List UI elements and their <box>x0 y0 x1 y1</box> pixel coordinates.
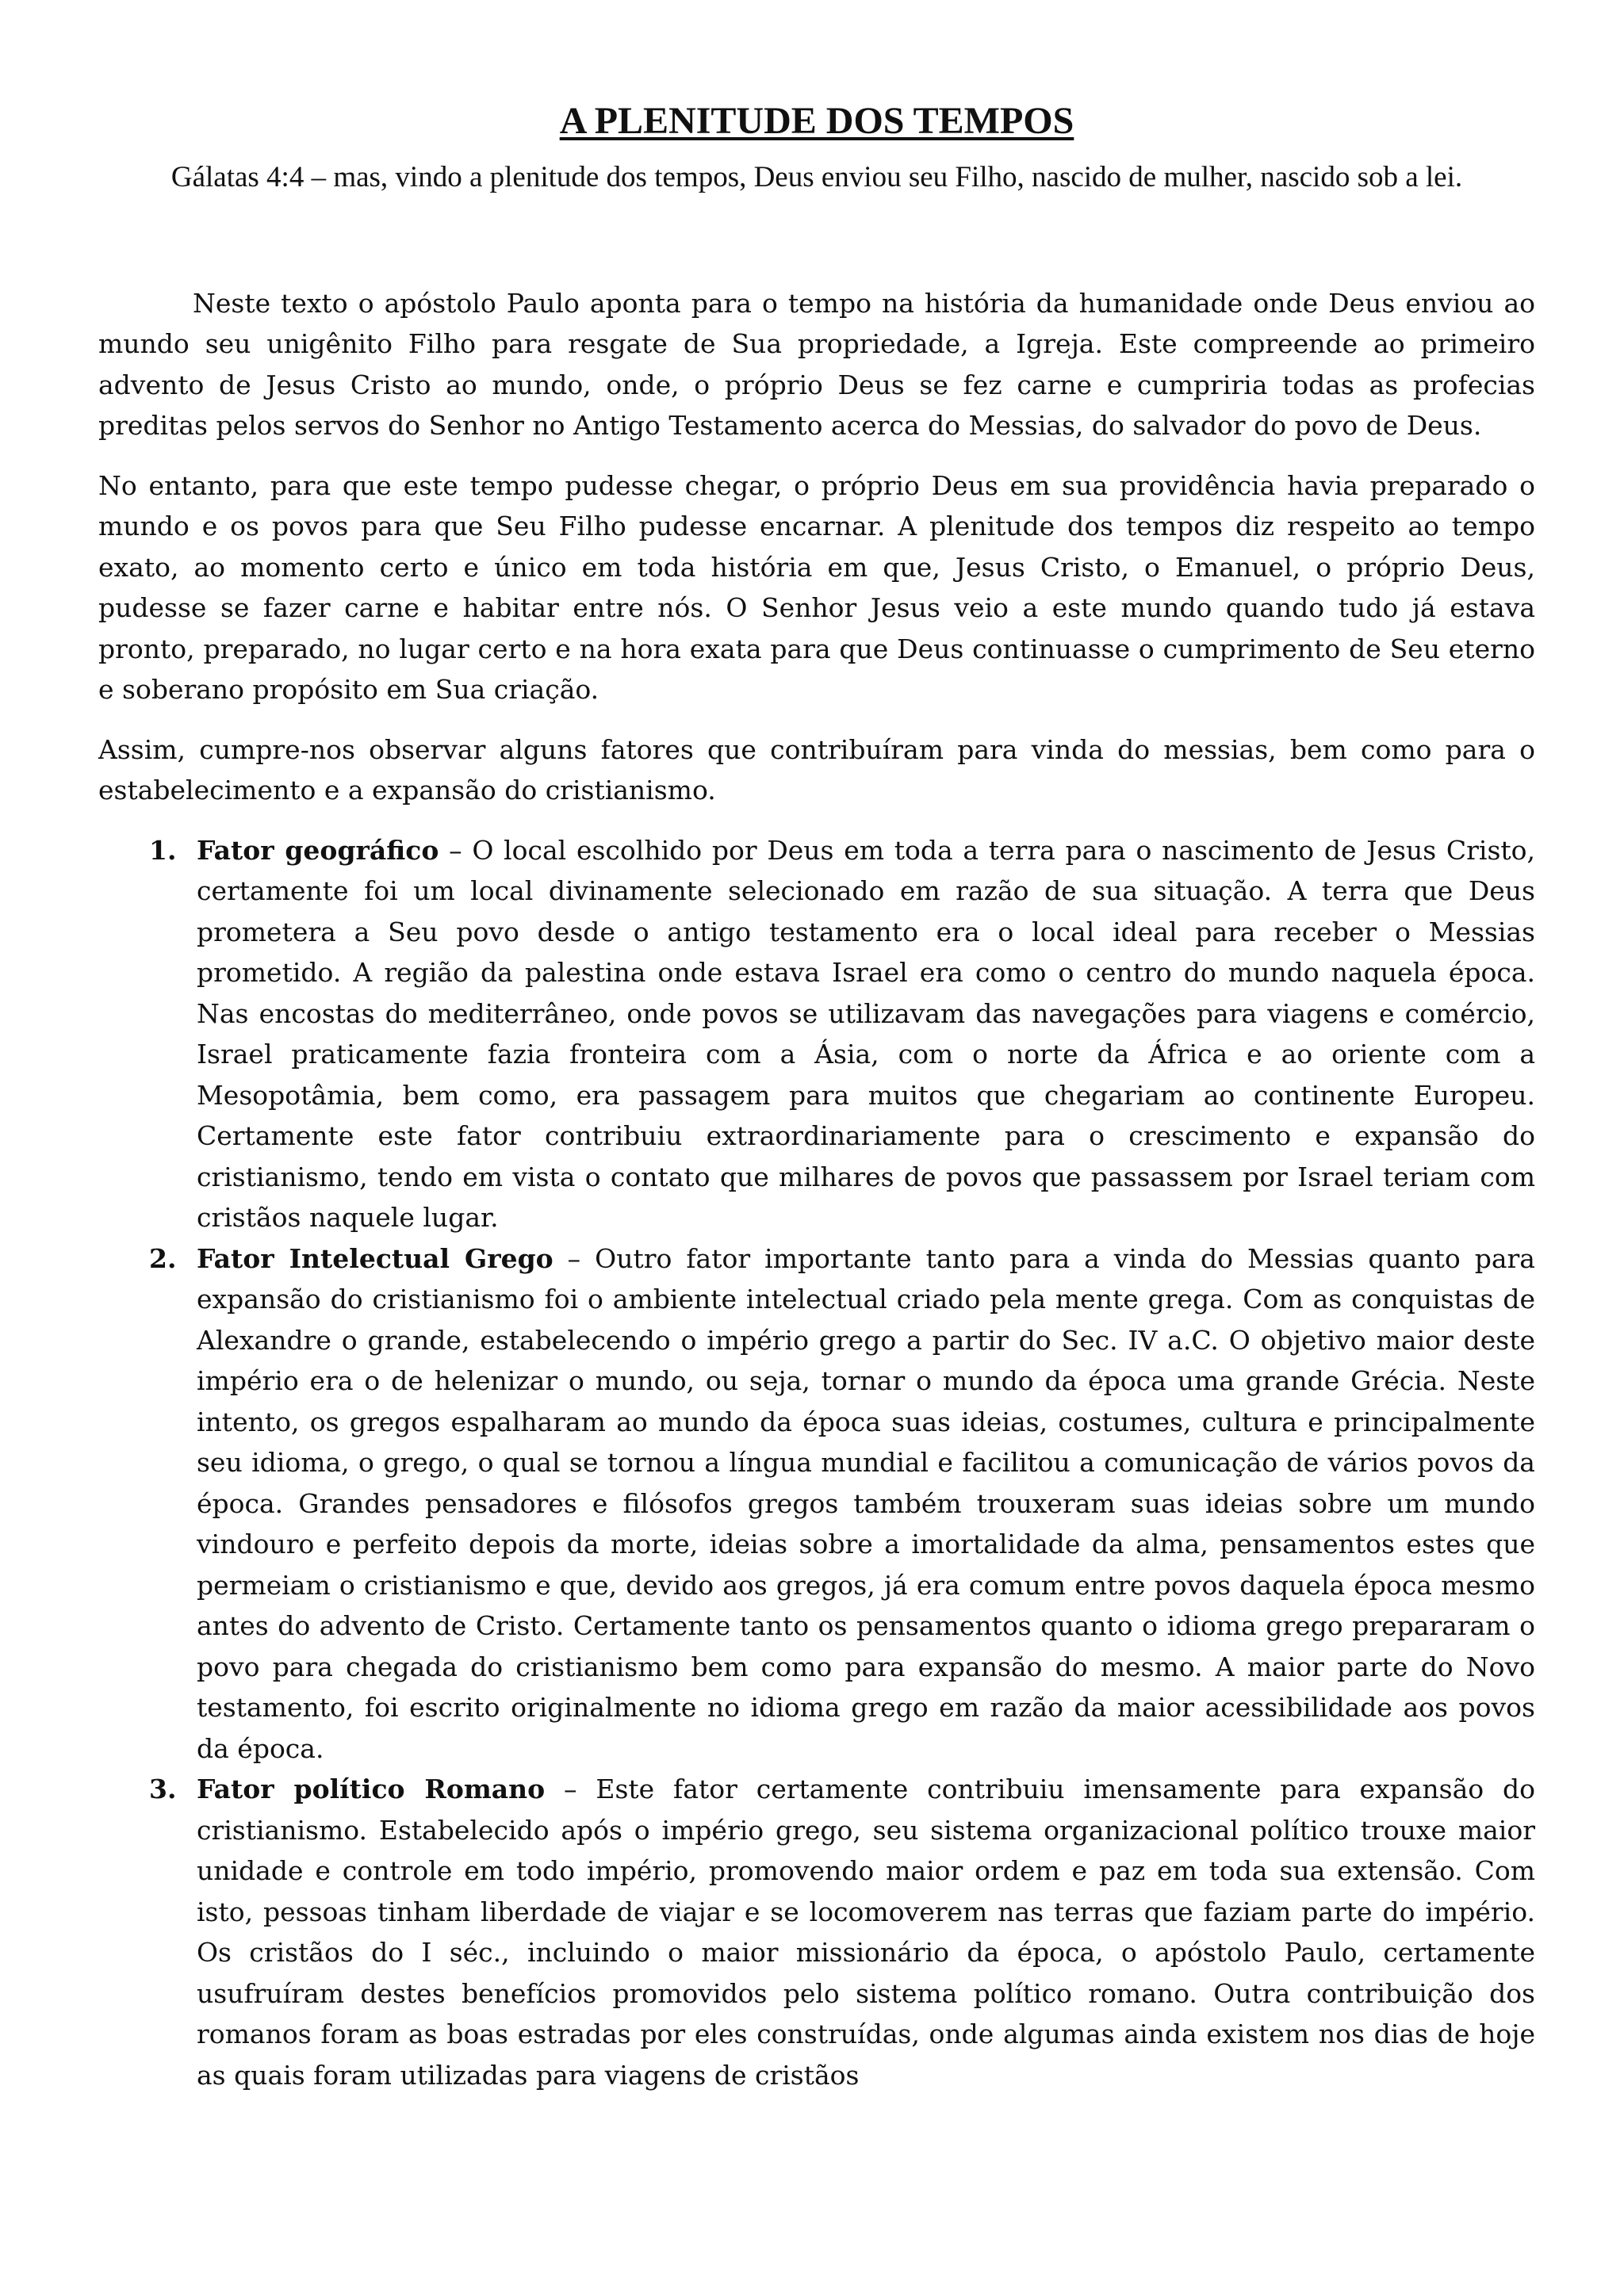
list-item-number: 3. <box>149 1774 177 1805</box>
factor-description: – Este fator certamente contribuiu imensamente para expansão do cristianismo. Estabelecido após o império grego, seu sistema organizacional político trouxe maior unidade e controle em todo império, promovendo maior ordem e paz em toda sua extensão. Com isto, pessoas tinham liberdade de viajar e se locomoverem nas terras que faziam parte do império. Os cristãos do I séc., incluindo o maior missionário da época, o apóstolo Paulo, certamente usufruíram destes benefícios promovidos pelo sistema político romano. Outra contribuição dos romanos foram as boas estradas por eles construídas, onde algumas ainda existem nos dias de hoje as quais foram utilizadas para viagens de cristãos <box>197 1774 1535 2091</box>
factor-name: Fator Intelectual Grego <box>197 1242 553 1274</box>
paragraph-intro: Neste texto o apóstolo Paulo aponta para o tempo na história da humanidade onde Deus enviou ao mundo seu unigênito Filho para resgate de Sua propriedade, a Igreja. Este compreende ao primeiro advento de Jesus Cristo ao mundo, onde, o próprio Deus se fez carne e cumpriria todas as profecias preditas pelos servos do Senhor no Antigo Testamento acerca do Messias, do salvador do povo de Deus. <box>98 287 1535 442</box>
factors-list <box>98 830 1535 2096</box>
list-item-text <box>197 1769 1535 2095</box>
paragraph-factors-intro: Assim, cumpre-nos observar alguns fatores que contribuíram para vinda do messias, bem como para o estabelecimento e a expansão do cristianismo. <box>98 733 1535 806</box>
factor-name: Fator político Romano <box>197 1774 546 1805</box>
document-page <box>98 98 1535 2095</box>
factor-name: Fator geográfico <box>197 834 439 866</box>
document-title: A PLENITUDE DOS TEMPOS <box>559 100 1074 142</box>
list-item <box>149 1769 1535 2095</box>
factor-description: – Outro fator importante tanto para a vinda do Messias quanto para expansão do cristianismo foi o ambiente intelectual criado pela mente grega. Com as conquistas de Alexandre o grande, estabelecendo o império grego a partir do Sec. IV a.C. O objetivo maior deste império era o de helenizar o mundo, ou seja, tornar o mundo da época uma grande Grécia. Neste intento, os gregos espalharam ao mundo da época suas ideias, costumes, cultura e principalmente seu idioma, o grego, o qual se tornou a língua mundial e facilitou a comunicação de vários povos da época. Grandes pensadores e filósofos gregos também trouxeram suas ideias sobre um mundo vindouro e perfeito depois da morte, ideias sobre a imortalidade da alma, pensamentos estes que permeiam o cristianismo e que, devido aos gregos, já era comum entre povos daquela época mesmo antes do advento de Cristo. Certamente tanto os pensamentos quanto o idioma grego prepararam o povo para chegada do cristianismo bem como para expansão do mesmo. A maior parte do Novo testamento, foi escrito originalmente no idioma grego em razão da maior acessibilidade aos povos da época. <box>197 1242 1535 1764</box>
list-item-number: 2. <box>149 1242 177 1274</box>
list-item-text <box>197 1238 1535 1770</box>
list-item <box>149 830 1535 1238</box>
list-item <box>149 1238 1535 1770</box>
paragraph-preparation: No entanto, para que este tempo pudesse chegar, o próprio Deus em sua providência havia preparado o mundo e os povos para que Seu Filho pudesse encarnar. A plenitude dos tempos diz respeito ao tempo exato, ao momento certo e único em toda história em que, Jesus Cristo, o Emanuel, o próprio Deus, pudesse se fazer carne e habitar entre nós. O Senhor Jesus veio a este mundo quando tudo já estava pronto, preparado, no lugar certo e na hora exata para que Deus continuasse o cumprimento de Seu eterno e soberano propósito em Sua criação. <box>98 469 1535 706</box>
factor-description: – O local escolhido por Deus em toda a terra para o nascimento de Jesus Cristo, certamente foi um local divinamente selecionado em razão de sua situação. A terra que Deus prometera a Seu povo desde o antigo testamento era o local ideal para receber o Messias prometido. A região da palestina onde estava Israel era como o centro do mundo naquela época. Nas encostas do mediterrâneo, onde povos se utilizavam das navegações para viagens e comércio, Israel praticamente fazia fronteira com a Ásia, com o norte da África e ao oriente com a Mesopotâmia, bem como, era passagem para muitos que chegariam ao continente Europeu. Certamente este fator contribuiu extraordinariamente para o crescimento e expansão do cristianismo, tendo em vista o contato que milhares de povos que passassem por Israel teriam com cristãos naquele lugar. <box>197 834 1535 1234</box>
list-item-number: 1. <box>149 834 177 866</box>
epigraph-verse: Gálatas 4:4 – mas, vindo a plenitude dos tempos, Deus enviou seu Filho, nascido de mulher, nascido sob a lei. <box>170 160 1463 193</box>
list-item-text <box>197 830 1535 1238</box>
